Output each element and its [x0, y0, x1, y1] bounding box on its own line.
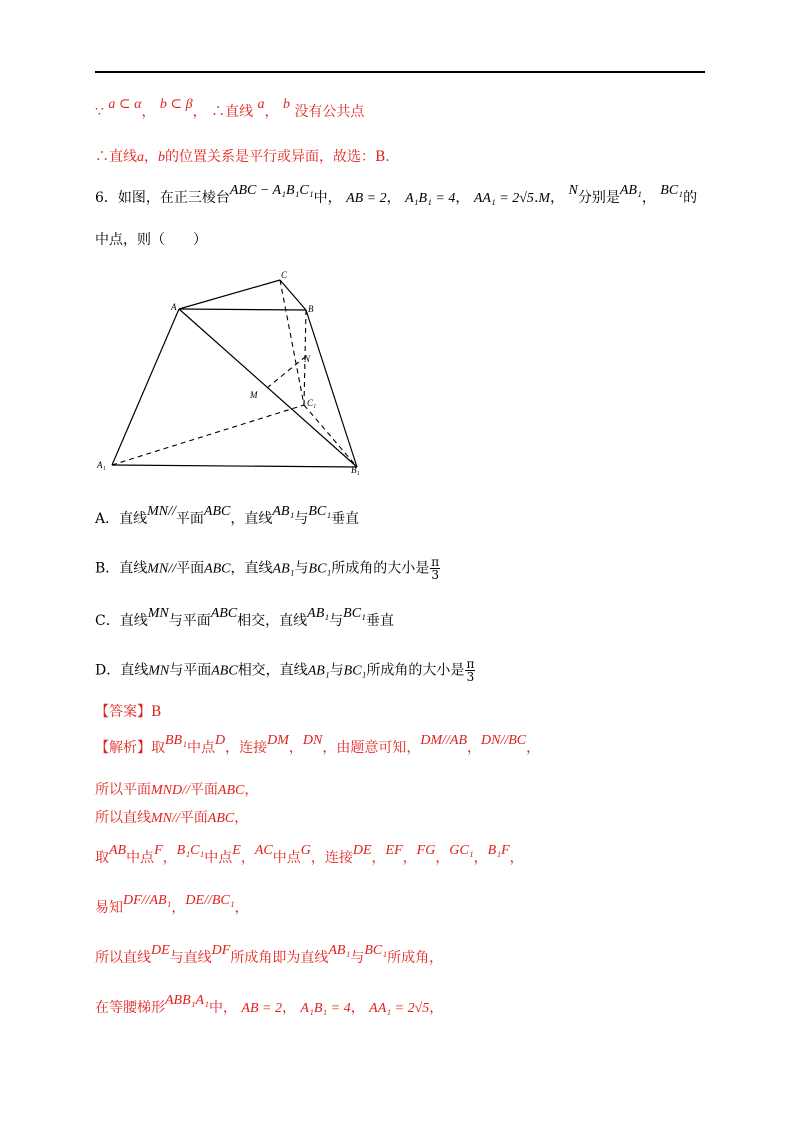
- math: ABC: [207, 811, 235, 826]
- intro2-tail: 的位置关系是平行或异面，故选：B.: [165, 149, 390, 165]
- label-b1: B₁: [351, 465, 360, 475]
- text: ，直线: [230, 511, 273, 527]
- text: 取: [95, 850, 109, 866]
- because-symbol: ∵: [95, 104, 104, 120]
- text: 与: [329, 613, 344, 629]
- analysis-line-6: [95, 943, 444, 969]
- text: 相交，直线: [237, 613, 308, 629]
- math: ABC: [217, 783, 245, 798]
- math-bc1: BC₁: [343, 663, 367, 679]
- text: ，: [467, 740, 481, 756]
- text: 与平面: [169, 662, 212, 679]
- math: E: [232, 843, 241, 858]
- text: 所以平面: [95, 782, 151, 798]
- math-a: a: [257, 97, 265, 112]
- label-m: M: [250, 390, 258, 400]
- text: ，: [240, 850, 255, 866]
- math-abc: ABC: [204, 561, 231, 577]
- fraction-num: π: [466, 657, 475, 671]
- header-rule: [95, 71, 705, 73]
- question-number: 6．如图，在正三棱台: [95, 190, 230, 206]
- math: DN//BC: [481, 733, 527, 748]
- math: DF//AB₁: [123, 893, 172, 908]
- edge-a-b: [179, 309, 306, 310]
- math: F: [154, 843, 163, 858]
- punct: ，: [192, 104, 207, 120]
- math: MN//: [151, 811, 180, 826]
- math: ABB₁A₁: [165, 993, 209, 1008]
- label-b: B: [308, 304, 314, 314]
- text: 所成角即为直线: [230, 950, 329, 966]
- text: 易知: [95, 900, 123, 916]
- text: 平面: [189, 782, 218, 798]
- math-a1b1: A₁B₁ = 4: [405, 191, 456, 206]
- math: G: [300, 843, 311, 858]
- math: DE: [352, 843, 372, 858]
- math: GC₁: [449, 843, 474, 858]
- math: AC: [254, 843, 273, 858]
- intro-tail: 没有公共点: [294, 104, 365, 120]
- math-mn: MN: [147, 606, 169, 621]
- text: 与: [329, 662, 344, 679]
- math-frustum: ABC − A₁B₁C₁: [229, 183, 314, 198]
- fraction-pi-over-3: [430, 556, 440, 581]
- math-a: a: [137, 150, 144, 165]
- text: ，: [281, 1000, 296, 1016]
- option-a[interactable]: [95, 504, 360, 528]
- text: 与: [350, 950, 365, 966]
- math-abc: ABC: [210, 606, 238, 621]
- math: DN: [302, 733, 323, 748]
- text: ，: [509, 850, 524, 866]
- math: DE//BC₁: [185, 893, 235, 908]
- text: 中点: [204, 850, 233, 866]
- text: 的: [683, 190, 698, 206]
- hidden-a1-c1: [112, 405, 304, 465]
- math-b: b: [158, 150, 165, 165]
- math: BB₁: [165, 733, 187, 748]
- diag-a-b1: [179, 309, 357, 467]
- text: ，: [350, 1000, 365, 1016]
- intro2-head: ∴直线: [95, 149, 137, 165]
- label-c: C: [281, 270, 288, 280]
- math: A₁B₁ = 4: [300, 1001, 351, 1016]
- math-ab1: AB₁: [619, 183, 642, 198]
- text: ，: [234, 900, 249, 916]
- math: BC₁: [364, 943, 388, 958]
- text: ，连接: [310, 850, 353, 866]
- math-ab1: AB₁: [272, 561, 295, 577]
- option-c[interactable]: [95, 606, 394, 630]
- math: DE: [151, 943, 170, 958]
- text: 所成角，: [387, 950, 444, 966]
- text: 中点: [186, 740, 215, 756]
- math-mn: MN//: [147, 561, 177, 577]
- math-b: b: [282, 97, 290, 112]
- text: 平面: [175, 511, 204, 527]
- math-bc1: BC₁: [343, 606, 366, 621]
- math: B₁F: [487, 843, 510, 858]
- hidden-c-c1: [280, 280, 304, 405]
- label-a1: A₁: [97, 460, 106, 470]
- text: 平面: [179, 810, 208, 826]
- punct: ，: [550, 190, 565, 206]
- math: AB: [109, 843, 127, 858]
- text: 垂直: [331, 511, 360, 527]
- math-bc1: BC₁: [308, 561, 332, 577]
- math-ab1: AB₁: [307, 663, 330, 679]
- text: 与: [294, 560, 309, 577]
- punct: ，: [264, 104, 279, 120]
- analysis-line-1: [95, 733, 541, 759]
- text: ，: [429, 1000, 444, 1016]
- option-b[interactable]: [95, 556, 441, 581]
- text: 垂直: [365, 613, 394, 629]
- text: ，: [402, 850, 417, 866]
- text: ，直线: [230, 560, 273, 577]
- math-m: M: [538, 191, 551, 206]
- math: FG: [416, 843, 436, 858]
- option-label: D．直线: [95, 662, 149, 679]
- text: ，: [162, 850, 177, 866]
- edge-a-a1: [112, 309, 179, 465]
- text: ，由题意可知，: [322, 740, 421, 756]
- text: ，: [526, 740, 541, 756]
- math-mn: MN: [148, 663, 170, 679]
- math: MND//: [151, 783, 190, 798]
- hidden-c1-b1: [304, 405, 357, 467]
- math-aa1: AA₁ = 2√5: [473, 191, 534, 206]
- math: AA₁ = 2√5: [369, 1001, 430, 1016]
- label-c1: C₁: [307, 398, 317, 408]
- option-label: C．直线: [95, 613, 148, 629]
- text: ，: [244, 782, 259, 798]
- analysis-line-3: [95, 808, 248, 829]
- text: 中点: [272, 850, 301, 866]
- text: 所以直线: [95, 950, 151, 966]
- label-a: A: [171, 302, 177, 312]
- text: 与平面: [168, 613, 211, 629]
- math: DM: [267, 733, 289, 748]
- punct: .: [533, 190, 539, 206]
- text: ，: [473, 850, 488, 866]
- option-d[interactable]: [95, 658, 476, 683]
- text: 与直线: [169, 950, 212, 966]
- math-bc1: BC₁: [308, 504, 332, 519]
- analysis-line-2: [95, 780, 258, 801]
- math-abc: ABC: [211, 663, 238, 679]
- math-bc1: BC₁: [660, 183, 684, 198]
- text: 中，: [313, 190, 342, 206]
- question-line-1: [95, 183, 698, 209]
- text: 【解析】取: [95, 740, 165, 756]
- fraction-den: 3: [431, 568, 440, 582]
- math-n: N: [568, 183, 578, 198]
- math: DM//AB: [420, 733, 467, 748]
- frustum-figure: [95, 268, 360, 478]
- intro-line-1: [95, 97, 365, 123]
- analysis-line-4: [95, 843, 524, 869]
- punct: ，: [386, 190, 401, 206]
- text: ，: [171, 900, 186, 916]
- math-mn: MN//: [147, 504, 176, 519]
- math: AB₁: [328, 943, 351, 958]
- math-ab1: AB₁: [272, 504, 295, 519]
- text: ，: [371, 850, 386, 866]
- text: ，: [234, 810, 249, 826]
- text: 分别是: [577, 190, 620, 206]
- text: 在等腰梯形: [95, 1000, 165, 1016]
- therefore-text: ∴直线: [211, 104, 254, 120]
- option-label: B．直线: [95, 560, 148, 577]
- punct: ，: [144, 149, 158, 165]
- edge-a1-b1: [112, 465, 357, 467]
- edge-a-c: [179, 280, 280, 309]
- fraction-num: π: [431, 555, 440, 569]
- punct: ，: [455, 190, 470, 206]
- analysis-line-7: [95, 993, 444, 1019]
- text: ，: [288, 740, 303, 756]
- text: 所成角的大小是: [331, 560, 430, 577]
- math: AB = 2: [241, 1001, 282, 1016]
- math-a-subset-alpha: a ⊂ α: [108, 97, 142, 112]
- label-n: N: [304, 354, 311, 364]
- punct: ，: [141, 104, 156, 120]
- math-abc: ABC: [203, 504, 231, 519]
- intro-line-2: [95, 147, 390, 168]
- math: DF: [211, 943, 231, 958]
- math-b-subset-beta: b ⊂ β: [159, 97, 193, 112]
- hidden-m-n: [267, 357, 305, 388]
- text: 所成角的大小是: [366, 662, 465, 679]
- question-line-2: 中点，则（ ）: [95, 232, 207, 248]
- fraction-den: 3: [466, 670, 475, 684]
- analysis-line-5: [95, 893, 249, 919]
- text: 与: [294, 511, 309, 527]
- option-label: A．直线: [95, 511, 148, 527]
- text: 所以直线: [95, 810, 151, 826]
- text: ，: [435, 850, 450, 866]
- math-ab: AB = 2: [346, 191, 387, 206]
- math: D: [214, 733, 226, 748]
- math-ab1: AB₁: [307, 606, 330, 621]
- fraction-pi-over-3: [465, 658, 475, 683]
- math: EF: [385, 843, 403, 858]
- math: B₁C₁: [176, 843, 205, 858]
- text: 平面: [176, 560, 205, 577]
- punct: ，: [641, 190, 656, 206]
- text: ，连接: [225, 740, 268, 756]
- edge-b-b1: [306, 310, 357, 467]
- text: 相交，直线: [237, 662, 308, 679]
- text: 中，: [208, 1000, 237, 1016]
- text: 中点: [126, 850, 155, 866]
- edge-c-b: [280, 280, 306, 310]
- answer-line: 【答案】B: [95, 704, 162, 720]
